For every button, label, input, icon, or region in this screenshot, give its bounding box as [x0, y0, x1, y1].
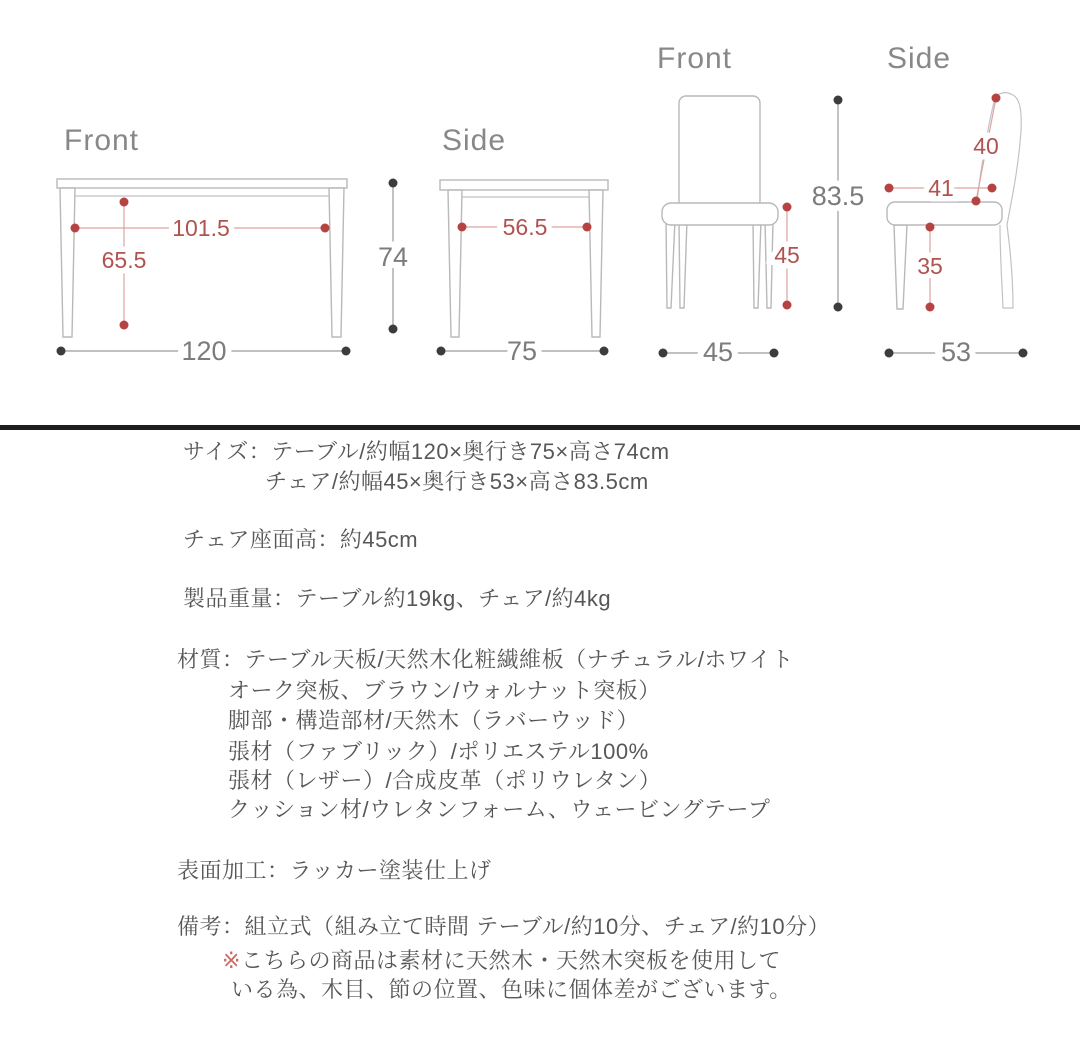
dim-dot	[120, 321, 129, 330]
chair-front-backrest	[679, 96, 760, 208]
dim-dot	[71, 224, 80, 233]
spec-material-line3: 脚部・構造部材/天然木（ラバーウッド）	[228, 708, 640, 733]
dim-dot	[972, 197, 981, 206]
spec-material-line1: 材質：テーブル天板/天然木化粧繊維板（ナチュラル/ホワイト	[177, 647, 794, 672]
dim-dot	[885, 349, 894, 358]
spec-material-line4: 張材（ファブリック）/ポリエステル100%	[228, 739, 649, 764]
spec-notes-line1: 備考：組立式（組み立て時間 テーブル/約10分、チェア/約10分）	[177, 914, 831, 939]
table-height-label: 74	[377, 242, 409, 272]
dim-dot	[834, 303, 843, 312]
dim-dot	[659, 349, 668, 358]
dim-dot	[321, 224, 330, 233]
chair-side-title: Side	[887, 42, 952, 75]
dim-dot	[926, 223, 935, 232]
dim-dot	[583, 223, 592, 232]
chair-front-leg	[765, 220, 773, 308]
dimension-diagram	[0, 0, 1080, 420]
dim-dot	[342, 347, 351, 356]
dim-dot	[988, 184, 997, 193]
spec-notes-line3: いる為、木目、節の位置、色味に個体差がございます。	[231, 977, 792, 1002]
chair-seat-depth-label: 41	[928, 175, 954, 201]
dim-dot	[885, 184, 894, 193]
table-front-right-leg	[329, 188, 344, 337]
chair-seat-height-label: 45	[774, 242, 800, 268]
chair-side-seat	[887, 202, 1002, 225]
spec-surface: 表面加工：ラッカー塗装仕上げ	[177, 858, 492, 883]
chair-side-view	[885, 42, 1028, 367]
dim-dot	[783, 203, 792, 212]
chair-front-view	[657, 42, 864, 367]
table-front-top	[57, 179, 347, 188]
dim-dot	[458, 223, 467, 232]
spec-weight: 製品重量：テーブル約19kg、チェア/約4kg	[183, 586, 612, 611]
dim-dot	[120, 198, 129, 207]
table-side-top	[440, 180, 608, 190]
dim-dot	[783, 301, 792, 310]
table-side-view	[378, 124, 609, 366]
spec-size-line1: サイズ：テーブル/約幅120×奥行き75×高さ74cm	[183, 439, 670, 464]
dim-dot	[600, 347, 609, 356]
table-front-width-label: 120	[181, 336, 227, 366]
spec-material-line6: クッション材/ウレタンフォーム、ウェービングテープ	[228, 797, 771, 822]
dim-dot	[770, 349, 779, 358]
footer-divider-bar	[0, 425, 1080, 430]
dim-dot	[437, 347, 446, 356]
chair-side-backrest-outer	[1007, 95, 1021, 225]
spec-size-line2: チェア/約幅45×奥行き53×高さ83.5cm	[265, 469, 649, 494]
spec-notes-line2	[222, 950, 781, 972]
chair-front-leg	[679, 220, 687, 308]
table-side-right-leg	[589, 190, 603, 337]
chair-leg-height-label: 35	[917, 253, 943, 279]
table-side-depth-label: 75	[506, 336, 538, 366]
chair-height-label: 83.5	[811, 181, 865, 211]
dim-dot	[926, 303, 935, 312]
dim-dot	[389, 179, 398, 188]
dim-dot	[389, 325, 398, 334]
chair-front-leg	[753, 220, 761, 308]
chair-backrest-length-label: 40	[973, 133, 999, 159]
table-front-apron-height-label: 65.5	[101, 247, 147, 273]
dim-dot	[834, 96, 843, 105]
spec-material-line5: 張材（レザー）/合成皮革（ポリウレタン）	[228, 768, 662, 793]
table-front-title: Front	[64, 124, 140, 157]
table-side-title: Side	[442, 124, 507, 157]
chair-front-seat	[662, 203, 778, 225]
dim-dot	[1019, 349, 1028, 358]
table-side-left-leg	[448, 190, 462, 337]
chair-side-rear-leg	[1000, 225, 1013, 308]
chair-front-width-label: 45	[702, 337, 734, 367]
chair-side-depth-label: 53	[940, 337, 972, 367]
spec-seat-height: チェア座面高：約45cm	[183, 527, 419, 552]
note-text: こちらの商品は素材に天然木・天然木突板を使用して	[240, 948, 781, 973]
note-asterisk-mark: ※	[222, 948, 241, 973]
table-front-view	[57, 124, 351, 366]
table-front-inner-width-label: 101.5	[172, 215, 230, 241]
chair-front-leg	[666, 220, 675, 308]
table-side-inner-depth-label: 56.5	[502, 214, 548, 240]
chair-front-title: Front	[657, 42, 733, 75]
dim-dot	[992, 94, 1001, 103]
table-front-left-leg	[60, 188, 75, 337]
chair-side-front-leg	[894, 225, 907, 309]
spec-material-line2: オーク突板、ブラウン/ウォルナット突板）	[228, 678, 661, 703]
dim-dot	[57, 347, 66, 356]
